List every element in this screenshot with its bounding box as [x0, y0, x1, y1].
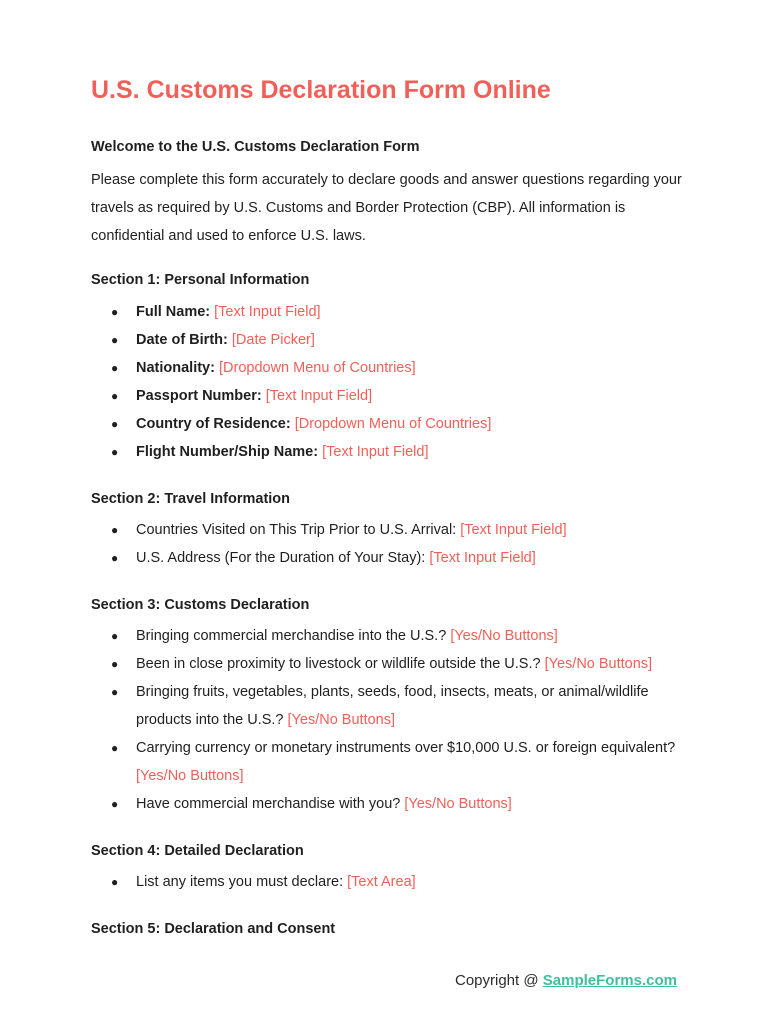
field-label: Full Name:: [136, 304, 211, 320]
bullet-icon: ●: [111, 445, 119, 459]
section-4-heading: Section 4: Detailed Declaration: [91, 843, 304, 859]
item-text: Have commercial merchandise with you?: [136, 796, 401, 812]
section-3-heading: Section 3: Customs Declaration: [91, 597, 310, 613]
section-4-list: [91, 868, 691, 896]
field-placeholder: [Date Picker]: [231, 332, 315, 348]
bullet-icon: ●: [111, 797, 119, 811]
bullet-icon: ●: [111, 875, 119, 889]
list-item: [91, 868, 691, 896]
list-item: [91, 622, 691, 650]
bullet-icon: ●: [111, 551, 119, 565]
section-1-heading: Section 1: Personal Information: [91, 272, 310, 288]
field-placeholder: [Text Input Field]: [214, 304, 321, 320]
field-placeholder: [Text Input Field]: [429, 550, 536, 566]
field-placeholder: [Text Area]: [347, 874, 416, 890]
intro-paragraph: Please complete this form accurately to declare goods and answer questions regarding your travels as required by U.S. Customs and Border Protection (CBP). All information is confidential and used to enforce U.S. laws.: [91, 172, 682, 244]
field-placeholder: [Text Input Field]: [460, 522, 567, 538]
list-item: [91, 354, 691, 382]
list-item: [91, 298, 691, 326]
section-5-heading: Section 5: Declaration and Consent: [91, 921, 336, 937]
list-item: [91, 678, 691, 734]
item-text: Bringing fruits, vegetables, plants, seeds, food, insects, meats, or animal/wildlife products into the U.S.?: [136, 684, 649, 728]
field-label: Date of Birth:: [136, 332, 228, 348]
copyright-footer: [455, 972, 677, 989]
item-text: Countries Visited on This Trip Prior to U.S. Arrival:: [136, 522, 457, 538]
field-placeholder: [Text Input Field]: [322, 444, 429, 460]
bullet-icon: ●: [111, 685, 119, 699]
section-3-list: [91, 622, 691, 818]
field-placeholder: [Yes/No Buttons]: [450, 628, 558, 644]
item-text: List any items you must declare:: [136, 874, 344, 890]
field-placeholder: [Yes/No Buttons]: [287, 712, 396, 728]
field-label: Nationality:: [136, 360, 215, 376]
list-item: [91, 650, 691, 678]
bullet-icon: ●: [111, 741, 119, 755]
bullet-icon: ●: [111, 417, 119, 431]
list-item: [91, 410, 691, 438]
bullet-icon: ●: [111, 305, 119, 319]
item-text: U.S. Address (For the Duration of Your Stay):: [136, 550, 426, 566]
field-placeholder: [Dropdown Menu of Countries]: [218, 360, 416, 376]
list-item: [91, 790, 691, 818]
field-label: Flight Number/Ship Name:: [136, 444, 319, 460]
list-item: [91, 382, 691, 410]
brand-link[interactable]: SampleForms.com: [542, 972, 677, 989]
bullet-icon: ●: [111, 389, 119, 403]
item-text: Carrying currency or monetary instruments over $10,000 U.S. or foreign equivalent?: [136, 740, 676, 756]
field-placeholder: [Dropdown Menu of Countries]: [294, 416, 492, 432]
bullet-icon: ●: [111, 657, 119, 671]
bullet-icon: ●: [111, 523, 119, 537]
bullet-icon: ●: [111, 361, 119, 375]
section-1-list: [91, 298, 691, 466]
field-placeholder: [Text Input Field]: [265, 388, 373, 404]
bullet-icon: ●: [111, 629, 119, 643]
field-placeholder: [Yes/No Buttons]: [136, 768, 244, 784]
list-item: [91, 516, 691, 544]
bullet-icon: ●: [111, 333, 119, 347]
welcome-heading: Welcome to the U.S. Customs Declaration Form: [91, 139, 420, 155]
list-item: [91, 326, 691, 354]
section-2-list: [91, 516, 691, 572]
list-item: [91, 734, 691, 790]
field-placeholder: [Yes/No Buttons]: [404, 796, 512, 812]
section-2-heading: Section 2: Travel Information: [91, 491, 291, 507]
field-placeholder: [Yes/No Buttons]: [544, 656, 653, 672]
field-label: Country of Residence:: [136, 416, 291, 432]
copyright-text: Copyright @: [455, 972, 543, 989]
item-text: Been in close proximity to livestock or wildlife outside the U.S.?: [136, 656, 541, 672]
item-text: Bringing commercial merchandise into the U.S.?: [136, 628, 447, 644]
list-item: [91, 544, 691, 572]
field-label: Passport Number:: [136, 388, 262, 404]
page-title: U.S. Customs Declaration Form Online: [91, 76, 551, 104]
list-item: [91, 438, 691, 466]
